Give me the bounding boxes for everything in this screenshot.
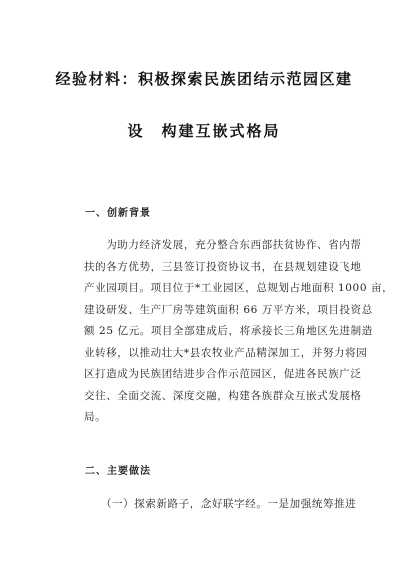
section-heading-background: 一、创新背景 (85, 208, 151, 219)
paragraph-line: 区打造成为民族团结进步合作示范园区，促进各民族广泛 (84, 368, 362, 380)
paragraph-line: 局。 (84, 411, 107, 423)
section-paragraph-approach (84, 494, 357, 516)
paragraph-line: 扶的各方优势，三县签订投资协议书，在县规划建设飞地 (84, 260, 362, 273)
paragraph-line: 业转移，以推动壮大*县农牧业产品精深加工，并努力将园 (84, 346, 368, 359)
paragraph-line: 为助力经济发展，充分整合东西部扶贫协作、省内帮 (84, 239, 362, 251)
section-paragraph-background (84, 235, 394, 429)
document-title-line-2: 设 构建互嵌式格局 (127, 122, 281, 140)
paragraph-line: 额 25 亿元。项目全部建成后，将承接长三角地区先进制造 (84, 325, 373, 337)
paragraph-line: 交往、全面交流、深度交融，构建各族群众互嵌式发展格 (84, 389, 362, 402)
paragraph-line: 产业园项目。项目位于*工业园区，总规划占地面积 1000 亩， (84, 282, 394, 294)
paragraph-line: （一）探索新路子，念好联字经。一是加强统筹推进 (84, 498, 357, 510)
document-title-line-1: 经验材料：积极探索民族团结示范园区建 (55, 70, 353, 88)
paragraph-line: 建设研发、生产厂房等建筑面积 66 万平方米，项目投资总 (84, 303, 373, 316)
section-heading-approach: 二、主要做法 (85, 466, 151, 477)
